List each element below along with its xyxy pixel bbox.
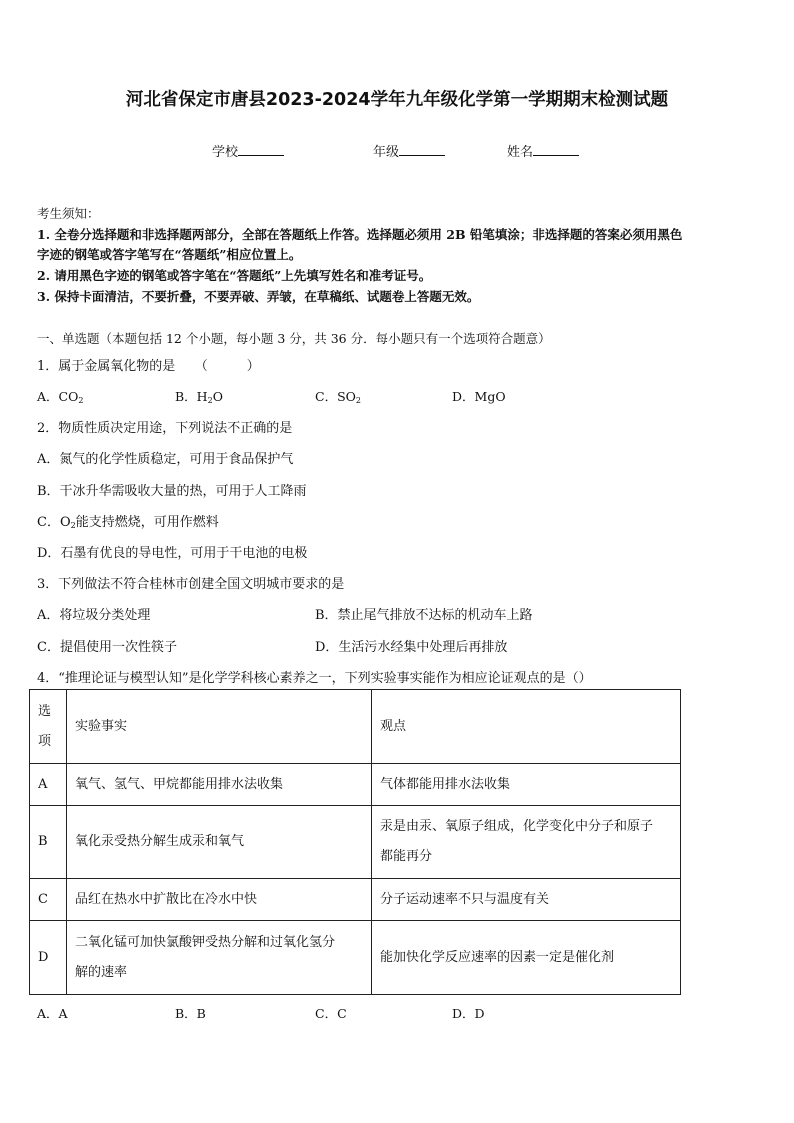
q4-row-fact [67, 764, 372, 806]
q3-option-c[interactable]: C．提倡使用一次性筷子 [37, 640, 177, 655]
school-field[interactable] [212, 141, 284, 160]
q4-row-view-line-1: 能加快化学反应速率的因素一定是催化剂 [380, 949, 615, 965]
q4-row-fact [67, 806, 372, 879]
name-field[interactable] [507, 141, 579, 160]
q1-option-b-post: O [212, 389, 223, 404]
q4-row-view-line-2: 都能再分 [380, 849, 433, 864]
q4-table [29, 689, 681, 995]
grade-blank[interactable] [399, 142, 445, 156]
q4-header-option [30, 690, 67, 764]
q4-row-fact-line-1: 氧化汞受热分解生成汞和氧气 [75, 834, 245, 849]
q4-header-fact: 实验事实 [67, 690, 372, 764]
q2-option-c-post: 能支持燃烧，可用作燃料 [75, 515, 219, 530]
school-label: 学校 [212, 145, 239, 160]
q4-row-option: A [30, 764, 67, 806]
page-title: 河北省保定市唐县2023-2024学年九年级化学第一学期期末检测试题 [125, 90, 669, 110]
q3-option-a[interactable]: A．将垃圾分类处理 [37, 608, 151, 623]
q4-row-option: C [30, 879, 67, 921]
q4-header-option-line-2: 项 [38, 733, 52, 749]
q4-row-option: D [30, 921, 67, 995]
q3-stem: 3．下列做法不符合桂林市创建全国文明城市要求的是 [37, 577, 345, 592]
q3-option-b[interactable]: B．禁止尾气排放不达标的机动车上路 [315, 608, 533, 623]
q1-option-b-text: B．H [175, 389, 208, 404]
q4-row-view [372, 921, 681, 995]
q4-row-option: B [30, 806, 67, 879]
name-blank[interactable] [533, 142, 579, 156]
q4-row-view-line-1: 气体都能用排水法收集 [380, 776, 511, 792]
q4-row-view [372, 764, 681, 806]
table-row [30, 806, 681, 879]
q2-option-a[interactable]: A．氮气的化学性质稳定，可用于食品保护气 [37, 452, 294, 467]
table-row [30, 921, 681, 995]
grade-label: 年级 [373, 145, 400, 160]
notice-item-1-line-1: 1. 全卷分选择题和非选择题两部分，全部在答题纸上作答。选择题必须用 2B 铅笔填涂；非选择题的答案必须用黑色 [37, 227, 683, 242]
q4-row-view [372, 806, 681, 879]
q4-option-a[interactable]: A．A [37, 1006, 68, 1021]
q2-option-c-sub: 2 [70, 521, 76, 530]
table-row [30, 764, 681, 806]
section-heading: 一、单选题（本题包括 12 个小题，每小题 3 分，共 36 分．每小题只有一个选项符合题意） [37, 331, 551, 346]
grade-field[interactable] [373, 141, 445, 160]
q1-option-a-sub: 2 [78, 396, 84, 405]
table-row [30, 879, 681, 921]
q4-header-option-line-1: 选 [38, 703, 52, 719]
q4-row-fact [67, 921, 372, 995]
q4-row-view-line-1: 汞是由汞、氧原子组成，化学变化中分子和原子 [380, 819, 654, 834]
q4-row-view-line-1: 分子运动速率不只与温度有关 [380, 891, 550, 907]
q1-option-c[interactable] [315, 387, 361, 405]
q1-option-a[interactable] [37, 387, 83, 405]
q4-row-fact-line-1: 品红在热水中扩散比在冷水中快 [75, 891, 258, 907]
q4-row-fact-line-1: 二氧化锰可加快氯酸钾受热分解和过氧化氢分 [75, 934, 336, 950]
q3-option-d[interactable]: D．生活污水经集中处理后再排放 [315, 640, 508, 655]
q2-option-b[interactable]: B．干冰升华需吸收大量的热，可用于人工降雨 [37, 484, 307, 499]
q1-option-a-text: A．CO [37, 389, 79, 404]
q1-option-c-text: C．SO [315, 389, 356, 404]
notice-heading: 考生须知： [37, 206, 100, 221]
q4-table-header [30, 690, 681, 764]
q1-option-b[interactable] [175, 387, 223, 405]
q4-option-b[interactable]: B．B [175, 1006, 206, 1021]
name-label: 姓名 [507, 145, 534, 160]
q4-row-fact-line-2: 解的速率 [75, 964, 128, 980]
q4-stem: 4．“推理论证与模型认知”是化学学科核心素养之一，下列实验事实能作为相应论证观点的是（） [37, 671, 592, 686]
q2-option-d[interactable]: D．石墨有优良的导电性，可用于干电池的电极 [37, 546, 308, 561]
notice-item-3: 3. 保持卡面清洁，不要折叠，不要弄破、弄皱，在草稿纸、试题卷上答题无效。 [37, 289, 480, 304]
q1-option-b-sub: 2 [207, 396, 213, 405]
school-blank[interactable] [238, 142, 284, 156]
q4-option-d[interactable]: D．D [452, 1006, 485, 1021]
q2-stem: 2．物质性质决定用途，下列说法不正确的是 [37, 421, 293, 436]
notice-item-2: 2. 请用黑色字迹的钢笔或答字笔在“答题纸”上先填写姓名和准考证号。 [37, 268, 432, 283]
q4-row-view [372, 879, 681, 921]
q4-row-fact-line-1: 氧气、氢气、甲烷都能用排水法收集 [75, 776, 284, 792]
q1-option-d[interactable]: D．MgO [452, 389, 506, 404]
q1-option-c-sub: 2 [355, 396, 361, 405]
q2-option-c-text: C．O [37, 515, 71, 530]
q1-stem: 1．属于金属氧化物的是 （ ） [37, 359, 260, 374]
q2-option-c[interactable] [37, 511, 219, 530]
q4-option-c[interactable]: C．C [315, 1006, 347, 1021]
q4-row-fact [67, 879, 372, 921]
q4-header-view: 观点 [372, 690, 681, 764]
notice-item-1-line-2: 字迹的钢笔或答字笔写在“答题纸”相应位置上。 [37, 247, 302, 262]
